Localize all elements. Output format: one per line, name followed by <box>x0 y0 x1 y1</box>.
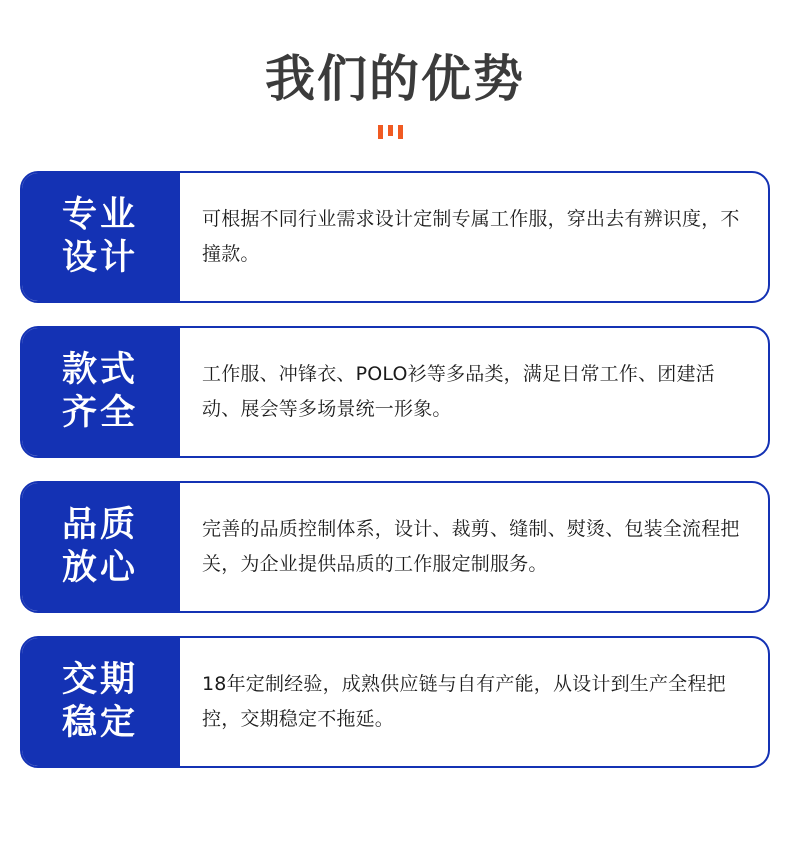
advantage-card <box>20 481 770 613</box>
advantage-body <box>180 173 768 301</box>
advantage-tag-line-2: 设计 <box>61 238 138 278</box>
advantage-tag-line-2: 稳定 <box>61 703 138 743</box>
accent-bar-1 <box>378 125 383 139</box>
advantage-tag <box>20 326 180 458</box>
advantage-tag-line-1: 品质 <box>61 505 138 546</box>
advantage-description: 工作服、冲锋衣、POLO衫等多品类，满足日常工作、团建活动、展会等多场景统一形象。 <box>202 362 715 420</box>
advantage-tag <box>20 171 180 303</box>
advantage-tag-line-1: 款式 <box>61 350 138 391</box>
advantage-tag <box>20 636 180 768</box>
title-accent-divider <box>378 125 412 139</box>
advantage-description: 18年定制经验，成熟供应链与自有产能，从设计到生产全程把控，交期稳定不拖延。 <box>202 672 726 730</box>
page-header <box>0 0 790 139</box>
advantage-card <box>20 326 770 458</box>
accent-bar-2 <box>388 125 393 136</box>
advantage-card <box>20 171 770 303</box>
advantage-card-list <box>20 171 770 768</box>
advantage-tag-line-2: 放心 <box>61 548 138 588</box>
advantage-body <box>180 638 768 766</box>
advantage-description: 完善的品质控制体系，设计、裁剪、缝制、熨烫、包装全流程把关，为企业提供品质的工作服定制服务。 <box>202 517 740 575</box>
page-title: 我们的优势 <box>265 50 525 108</box>
advantage-description: 可根据不同行业需求设计定制专属工作服，穿出去有辨识度，不撞款。 <box>202 207 740 265</box>
advantage-body <box>180 483 768 611</box>
advantage-tag <box>20 481 180 613</box>
advantage-tag-line-1: 交期 <box>61 660 138 701</box>
advantage-tag-line-1: 专业 <box>61 195 138 236</box>
advantage-card <box>20 636 770 768</box>
accent-bar-3 <box>398 125 403 139</box>
advantage-tag-line-2: 齐全 <box>61 393 138 433</box>
advantage-body <box>180 328 768 456</box>
